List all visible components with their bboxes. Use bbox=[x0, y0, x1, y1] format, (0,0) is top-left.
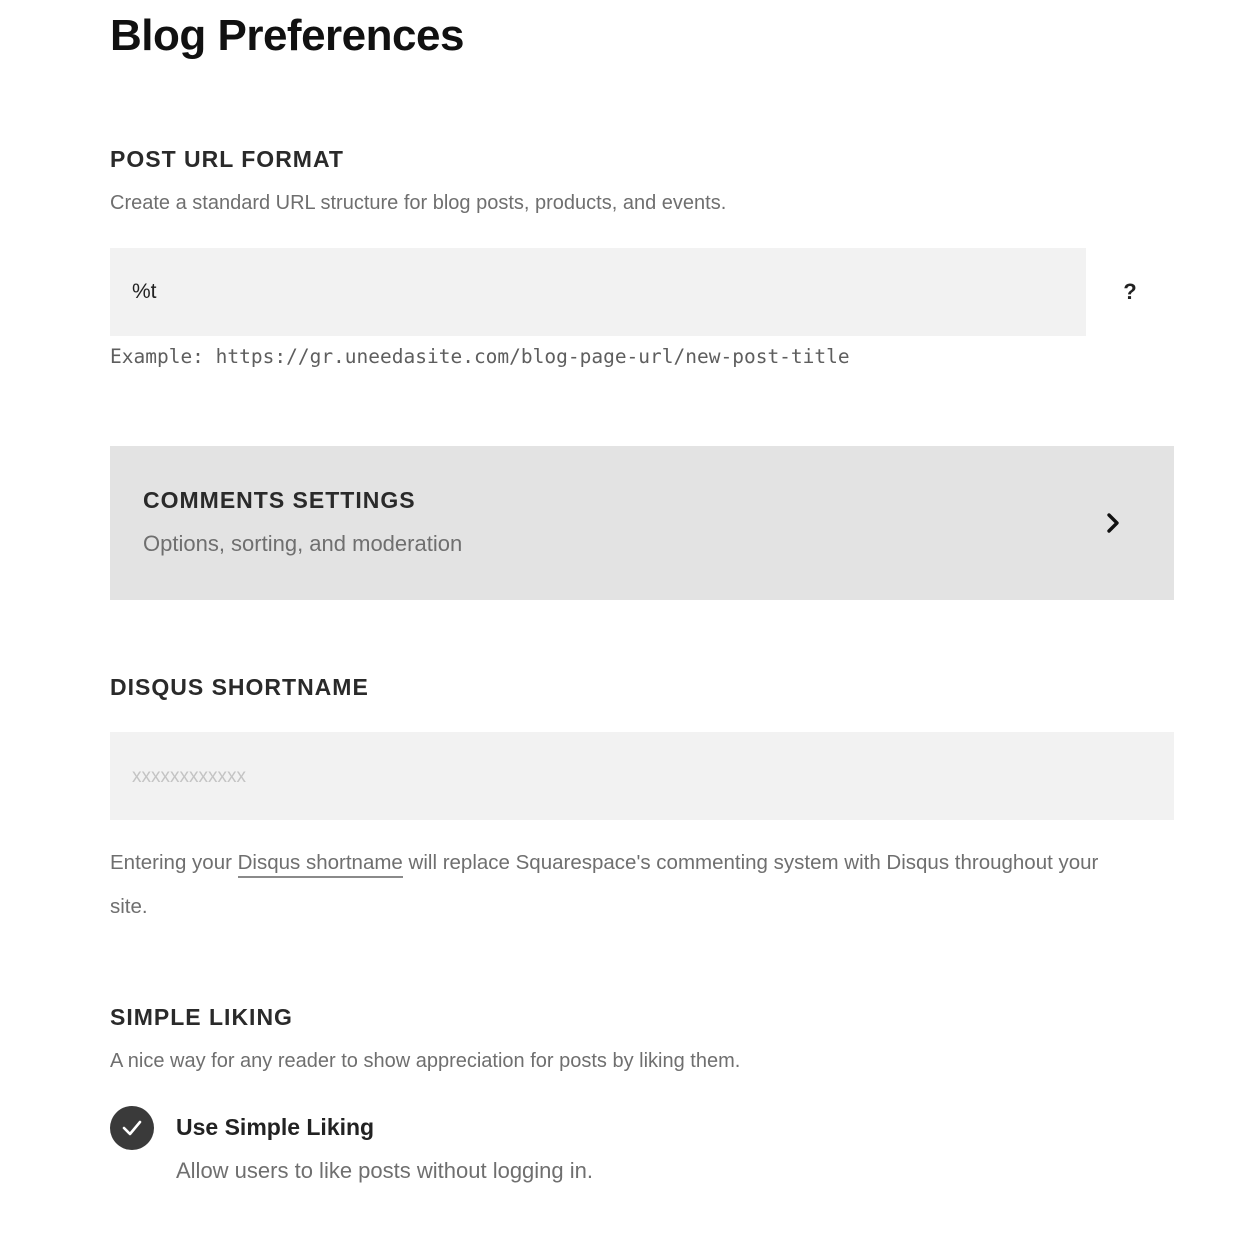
post-url-format-input[interactable] bbox=[110, 248, 1086, 336]
disqus-help-suffix: will replace Squarespace's commenting system with Disqus throughout your site. bbox=[110, 851, 1099, 918]
checkmark-icon bbox=[121, 1118, 143, 1138]
simple-liking-checkbox[interactable] bbox=[110, 1106, 154, 1150]
disqus-help-text bbox=[110, 841, 1110, 929]
page-title: Blog Preferences bbox=[110, 11, 464, 60]
post-url-format-heading: POST URL FORMAT bbox=[110, 146, 344, 172]
comments-settings-subtitle: Options, sorting, and moderation bbox=[143, 531, 463, 556]
disqus-shortname-link[interactable]: Disqus shortname bbox=[238, 851, 403, 878]
chevron-right-icon bbox=[1104, 512, 1124, 534]
simple-liking-heading: SIMPLE LIKING bbox=[110, 1004, 293, 1030]
question-mark-icon[interactable]: ? bbox=[1123, 279, 1137, 304]
disqus-shortname-input[interactable] bbox=[110, 732, 1174, 820]
simple-liking-description: A nice way for any reader to show appreciation for posts by liking them. bbox=[110, 1050, 741, 1072]
post-url-format-description: Create a standard URL structure for blog posts, products, and events. bbox=[110, 192, 727, 214]
post-url-example: Example: https://gr.uneedasite.com/blog-page-url/new-post-title bbox=[110, 345, 850, 368]
simple-liking-checkbox-description: Allow users to like posts without logging in. bbox=[176, 1158, 593, 1183]
disqus-help-prefix: Entering your bbox=[110, 851, 238, 874]
comments-settings-card[interactable] bbox=[110, 446, 1174, 600]
comments-settings-title: COMMENTS SETTINGS bbox=[143, 487, 416, 513]
simple-liking-checkbox-label[interactable]: Use Simple Liking bbox=[176, 1114, 375, 1140]
disqus-shortname-heading: DISQUS SHORTNAME bbox=[110, 674, 369, 700]
